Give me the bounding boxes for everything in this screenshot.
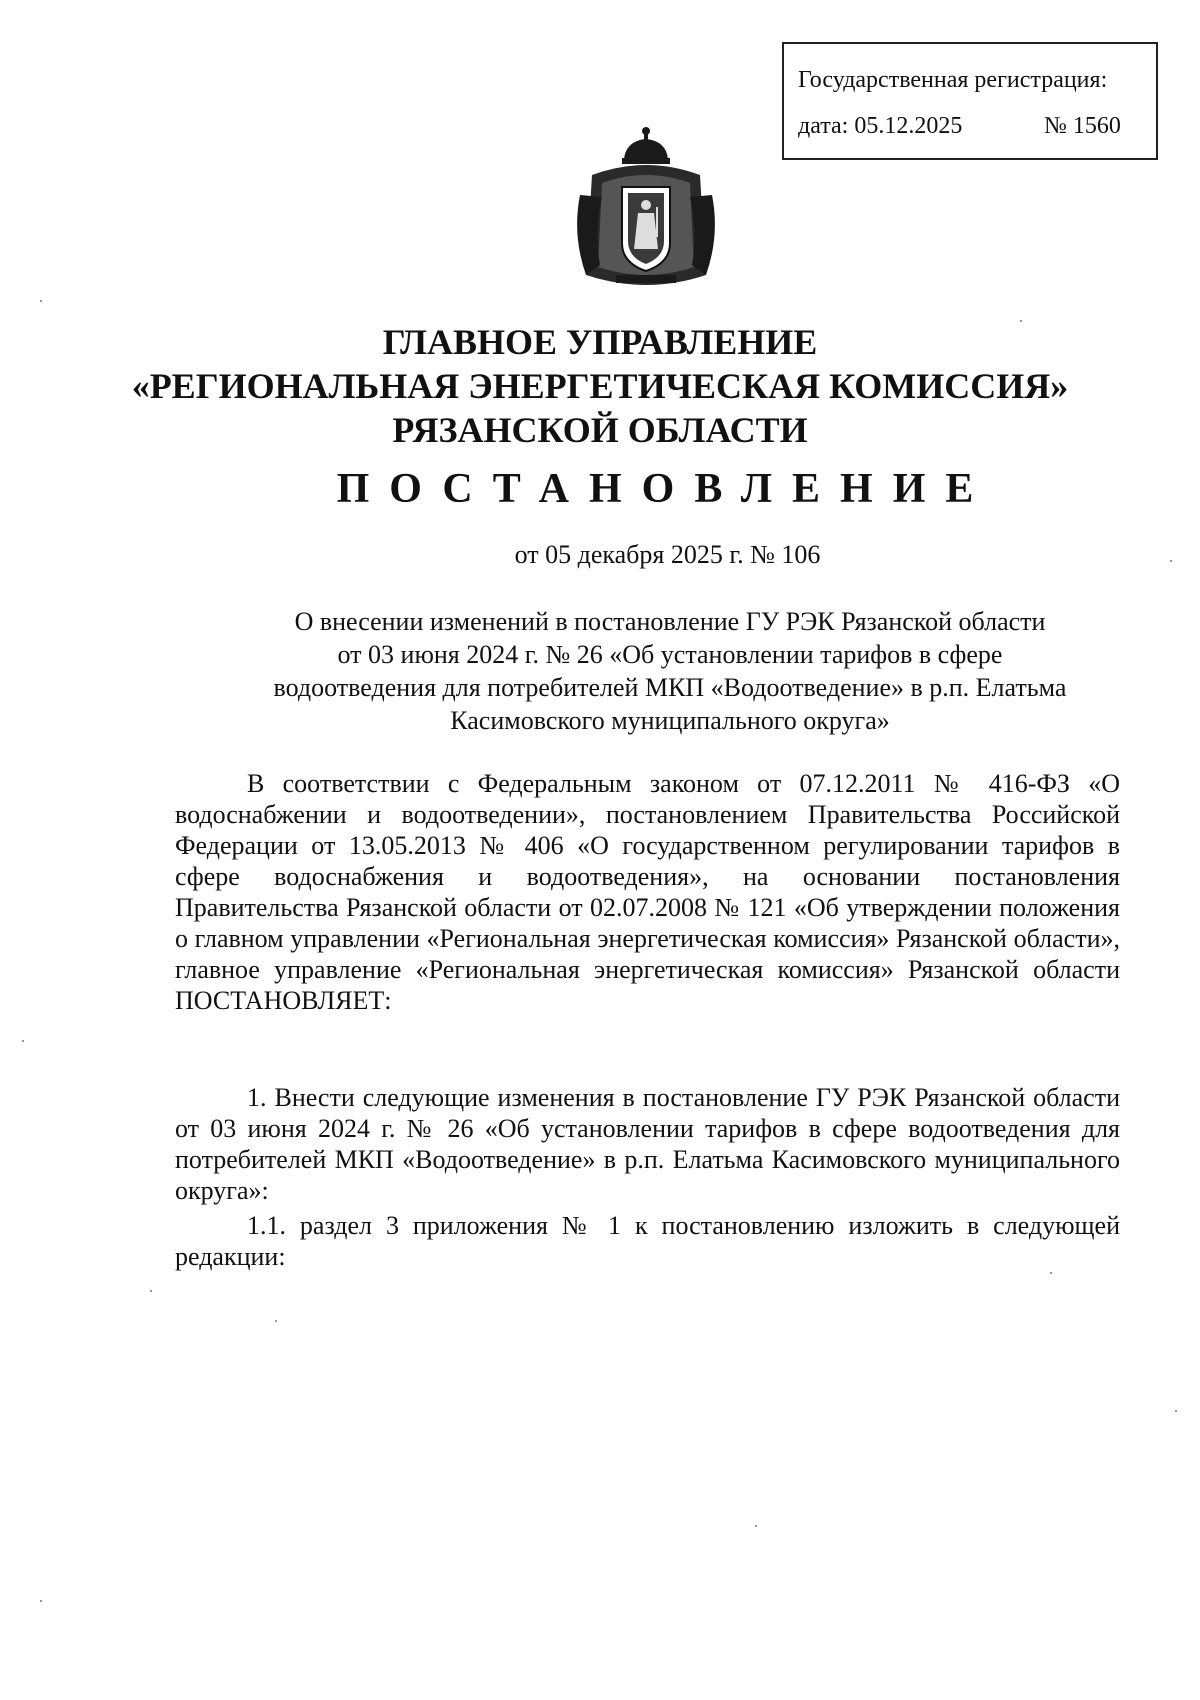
decree-type: ПОСТАНОВЛЕНИЕ xyxy=(336,466,994,512)
scan-speck xyxy=(40,300,42,302)
preamble-paragraph: В соответствии с Федеральным законом от 07.12.2011 № 416-ФЗ «О водоснабжении и водоотведении», постановлением Правительства Российской Федерации от 13.05.2013 № 406 «О государственном регулировании тарифов в сфере водоснабжения и водоотведения», на основании постановления Правительства Рязанской области от 02.07.2008 № 121 «Об утверждении положения о главном управлении «Региональная энергетическая комиссия» Рязанской области», главное управление «Региональная энергетическая комиссия» Рязанской области ПОСТАНОВЛЯЕТ: xyxy=(175,769,1120,1015)
issuer-heading xyxy=(0,320,1200,452)
decree-date: от 05 декабря 2025 г. № 106 xyxy=(514,540,821,569)
registration-stamp xyxy=(782,42,1158,160)
scan-speck xyxy=(150,1290,152,1292)
scan-speck xyxy=(275,1320,277,1322)
ryazan-coat-of-arms-icon xyxy=(572,125,720,293)
registration-date: дата: 05.12.2025 xyxy=(798,113,963,139)
scan-speck xyxy=(755,1525,757,1527)
heading-line-3: РЯЗАНСКОЙ ОБЛАСТИ xyxy=(392,410,808,450)
scan-speck xyxy=(22,1040,24,1042)
scan-speck xyxy=(1050,1272,1052,1274)
title-line-2: от 03 июня 2024 г. № 26 «Об установлении тарифов в сфере xyxy=(337,640,1003,669)
item-1-paragraph: 1. Внести следующие изменения в постановление ГУ РЭК Рязанской области от 03 июня 2024 г. № 26 «Об установлении тарифов в сфере водоотведения для потребителей МКП «Водоотведение» в р.п. Елатьма Касимовского муниципального округа»: xyxy=(175,1083,1120,1205)
heading-line-2: «РЕГИОНАЛЬНАЯ ЭНЕРГЕТИЧЕСКАЯ КОМИССИЯ» xyxy=(131,366,1069,406)
title-line-1: О внесении изменений в постановление ГУ РЭК Рязанской области xyxy=(294,607,1046,636)
scan-speck xyxy=(1170,560,1172,562)
item-1-1-paragraph: 1.1. раздел 3 приложения № 1 к постановлению изложить в следующей редакции: xyxy=(175,1211,1120,1271)
registration-row xyxy=(798,108,1156,144)
scan-speck xyxy=(1020,320,1022,322)
decree-title xyxy=(200,605,1140,737)
registration-number: № 1560 xyxy=(1044,113,1121,139)
title-line-4: Касимовского муниципального округа» xyxy=(450,706,890,735)
scan-speck xyxy=(1175,1410,1177,1412)
title-line-3: водоотведения для потребителей МКП «Водоотведение» в р.п. Елатьма xyxy=(273,673,1067,702)
heading-line-1: ГЛАВНОЕ УПРАВЛЕНИЕ xyxy=(382,322,818,362)
registration-title: Государственная регистрация: xyxy=(798,67,1108,93)
scan-speck xyxy=(40,1600,42,1602)
